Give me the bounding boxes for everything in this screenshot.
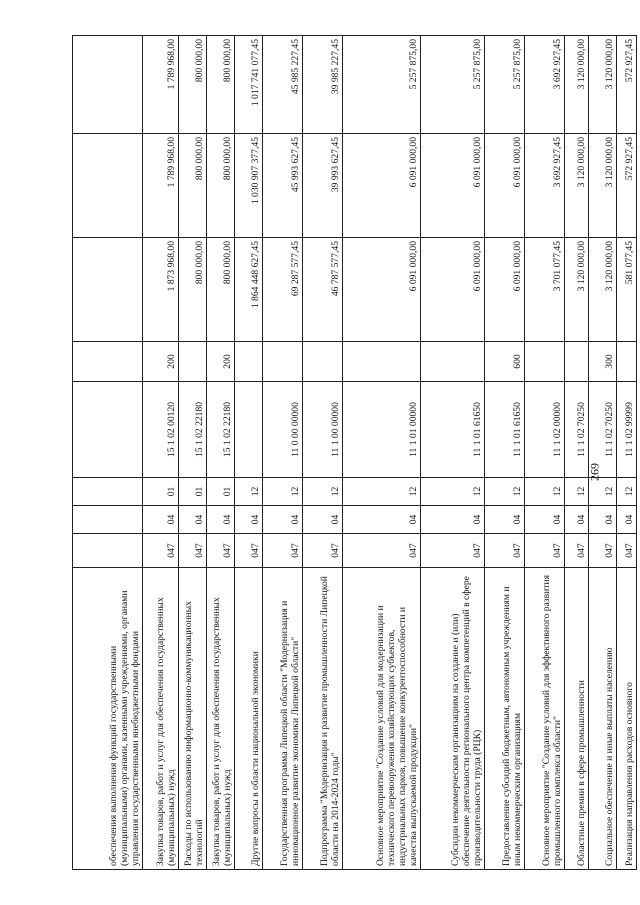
cell-subsection: 12 (617, 478, 637, 506)
cell-admin: 047 (263, 534, 303, 568)
cell-name: Закупка товаров, работ и услуг для обеспечения государственных (муниципальных) нужд (207, 568, 235, 870)
cell-target-article: 11 1 00 00000 (303, 382, 343, 478)
cell-amount-2: 45 993 627,45 (263, 134, 303, 238)
cell-amount-1 (73, 238, 143, 342)
cell-section: 04 (143, 506, 179, 534)
cell-amount-1: 6 091 000,00 (421, 238, 485, 342)
cell-name: Предоставление субсидий бюджетным, автономным учреждениям и иным некоммерческим организациям (485, 568, 525, 870)
cell-section: 04 (235, 506, 263, 534)
cell-amount-2: 800 000,00 (207, 134, 235, 238)
cell-target-article: 15 1 02 00120 (143, 382, 179, 478)
cell-name: Реализация направления расходов основного (617, 568, 637, 870)
cell-expense-type (73, 342, 143, 382)
cell-amount-2: 6 091 000,00 (485, 134, 525, 238)
table-row (589, 36, 617, 870)
cell-section: 04 (343, 506, 421, 534)
cell-amount-3: 5 257 875,00 (485, 36, 525, 134)
cell-amount-1: 800 000,00 (179, 238, 207, 342)
cell-subsection: 12 (303, 478, 343, 506)
cell-target-article (235, 382, 263, 478)
cell-amount-1: 800 000,00 (207, 238, 235, 342)
cell-section: 04 (207, 506, 235, 534)
table-row (263, 36, 303, 870)
cell-target-article: 11 1 02 00000 (525, 382, 565, 478)
cell-amount-2: 3 692 927,45 (525, 134, 565, 238)
cell-section: 04 (589, 506, 617, 534)
cell-amount-1: 46 787 577,45 (303, 238, 343, 342)
cell-admin: 047 (565, 534, 589, 568)
cell-subsection: 01 (179, 478, 207, 506)
cell-amount-2: 39 993 627,45 (303, 134, 343, 238)
cell-amount-3: 800 000,00 (207, 36, 235, 134)
cell-subsection: 12 (235, 478, 263, 506)
cell-subsection: 01 (143, 478, 179, 506)
cell-section: 04 (263, 506, 303, 534)
cell-amount-1: 581 077,45 (617, 238, 637, 342)
table-row (235, 36, 263, 870)
rotated-table-area (72, 36, 635, 870)
cell-admin: 047 (589, 534, 617, 568)
table-row (343, 36, 421, 870)
cell-name: Государственная программа Липецкой области "Модернизация и инновационное развитие экономики Липецкой области" (263, 568, 303, 870)
cell-expense-type (235, 342, 263, 382)
cell-amount-3: 45 985 227,45 (263, 36, 303, 134)
cell-target-article: 15 1 02 22180 (207, 382, 235, 478)
cell-target-article: 11 1 02 70250 (565, 382, 589, 478)
cell-expense-type: 200 (207, 342, 235, 382)
cell-admin: 047 (235, 534, 263, 568)
cell-section: 04 (485, 506, 525, 534)
cell-admin: 047 (525, 534, 565, 568)
budget-table (72, 35, 637, 870)
cell-admin: 047 (617, 534, 637, 568)
cell-amount-3: 1 789 968,00 (143, 36, 179, 134)
cell-subsection: 12 (421, 478, 485, 506)
cell-name: Расходы по использованию информационно-коммуникационных технологий (179, 568, 207, 870)
table-row (207, 36, 235, 870)
cell-admin: 047 (421, 534, 485, 568)
table-row (143, 36, 179, 870)
cell-target-article: 11 1 02 99999 (617, 382, 637, 478)
table-row (617, 36, 637, 870)
cell-subsection: 12 (565, 478, 589, 506)
cell-name: обеспечения выполнения функций государственными (муниципальными) органами, казенными учреждениями, органами управления государственными внебюджетными фондами (73, 568, 143, 870)
cell-subsection: 01 (207, 478, 235, 506)
cell-section: 04 (303, 506, 343, 534)
cell-amount-3 (73, 36, 143, 134)
cell-amount-3: 5 257 875,00 (343, 36, 421, 134)
cell-admin (73, 534, 143, 568)
cell-amount-3: 800 000,00 (179, 36, 207, 134)
cell-section: 04 (525, 506, 565, 534)
cell-amount-2 (73, 134, 143, 238)
cell-amount-2: 572 927,45 (617, 134, 637, 238)
cell-amount-1: 6 091 000,00 (343, 238, 421, 342)
cell-amount-1: 3 120 000,00 (565, 238, 589, 342)
cell-amount-3: 5 257 875,00 (421, 36, 485, 134)
cell-expense-type (179, 342, 207, 382)
budget-table-body (73, 36, 637, 870)
cell-name: Субсидии некоммерческим организациям на создание и (или) обеспечение деятельности регионального центра компетенций в сфере производительности труда (РЦК) (421, 568, 485, 870)
cell-amount-3: 3 120 000,00 (565, 36, 589, 134)
cell-name: Закупка товаров, работ и услуг для обеспечения государственных (муниципальных) нужд (143, 568, 179, 870)
budget-table-container (72, 36, 635, 870)
cell-amount-1: 1 864 448 627,45 (235, 238, 263, 342)
cell-expense-type (343, 342, 421, 382)
table-row (303, 36, 343, 870)
cell-target-article (73, 382, 143, 478)
table-row (525, 36, 565, 870)
cell-expense-type (525, 342, 565, 382)
cell-expense-type: 600 (485, 342, 525, 382)
cell-admin: 047 (179, 534, 207, 568)
cell-expense-type: 200 (143, 342, 179, 382)
cell-amount-3: 3 120 000,00 (589, 36, 617, 134)
table-row (421, 36, 485, 870)
cell-section: 04 (617, 506, 637, 534)
cell-subsection: 12 (343, 478, 421, 506)
cell-name: Областные премии в сфере промышленности (565, 568, 589, 870)
cell-name: Другие вопросы в области национальной экономики (235, 568, 263, 870)
cell-target-article: 15 1 02 22180 (179, 382, 207, 478)
cell-target-article: 11 0 00 00000 (263, 382, 303, 478)
cell-amount-3: 3 692 927,45 (525, 36, 565, 134)
cell-admin: 047 (207, 534, 235, 568)
cell-name: Основное мероприятие "Создание условий для модернизации и технического перевооружения хозяйствующих субъектов, индустриальных парков, повышение конкурентоспособности и качества выпускаемой продукции" (343, 568, 421, 870)
cell-section: 04 (179, 506, 207, 534)
cell-amount-2: 6 091 000,00 (343, 134, 421, 238)
cell-expense-type (617, 342, 637, 382)
cell-expense-type (263, 342, 303, 382)
cell-subsection: 12 (263, 478, 303, 506)
page-number: 269 (587, 463, 602, 481)
cell-amount-1: 3 701 077,45 (525, 238, 565, 342)
cell-name: Основное мероприятие "Создание условий для эффективного развития промышленного комплекса области" (525, 568, 565, 870)
cell-amount-1: 1 873 968,00 (143, 238, 179, 342)
cell-amount-3: 39 985 227,45 (303, 36, 343, 134)
cell-amount-3: 572 927,45 (617, 36, 637, 134)
cell-expense-type (421, 342, 485, 382)
cell-amount-2: 1 789 968,00 (143, 134, 179, 238)
cell-amount-1: 69 287 577,45 (263, 238, 303, 342)
cell-amount-2: 800 000,00 (179, 134, 207, 238)
cell-admin: 047 (485, 534, 525, 568)
table-row (179, 36, 207, 870)
cell-subsection (73, 478, 143, 506)
cell-amount-2: 3 120 000,00 (565, 134, 589, 238)
cell-admin: 047 (303, 534, 343, 568)
table-row (73, 36, 143, 870)
cell-amount-2: 1 030 907 377,45 (235, 134, 263, 238)
cell-amount-3: 1 017 741 077,45 (235, 36, 263, 134)
table-row (485, 36, 525, 870)
cell-section: 04 (421, 506, 485, 534)
cell-amount-2: 3 120 000,00 (589, 134, 617, 238)
cell-target-article: 11 1 01 00000 (343, 382, 421, 478)
cell-name: Подпрограмма "Модернизация и развитие промышленности Липецкой области на 2014-2024 годы" (303, 568, 343, 870)
cell-expense-type (565, 342, 589, 382)
cell-amount-1: 6 091 000,00 (485, 238, 525, 342)
cell-amount-1: 3 120 000,00 (589, 238, 617, 342)
cell-subsection: 12 (525, 478, 565, 506)
cell-section (73, 506, 143, 534)
cell-expense-type: 300 (589, 342, 617, 382)
cell-subsection: 12 (589, 478, 617, 506)
cell-admin: 047 (343, 534, 421, 568)
cell-admin: 047 (143, 534, 179, 568)
cell-subsection: 12 (485, 478, 525, 506)
cell-target-article: 11 1 01 61650 (485, 382, 525, 478)
table-row (565, 36, 589, 870)
cell-name: Социальное обеспечение и иные выплаты населению (589, 568, 617, 870)
cell-amount-2: 6 091 000,00 (421, 134, 485, 238)
cell-target-article: 11 1 02 70250 (589, 382, 617, 478)
cell-target-article: 11 1 01 61650 (421, 382, 485, 478)
cell-expense-type (303, 342, 343, 382)
cell-section: 04 (565, 506, 589, 534)
